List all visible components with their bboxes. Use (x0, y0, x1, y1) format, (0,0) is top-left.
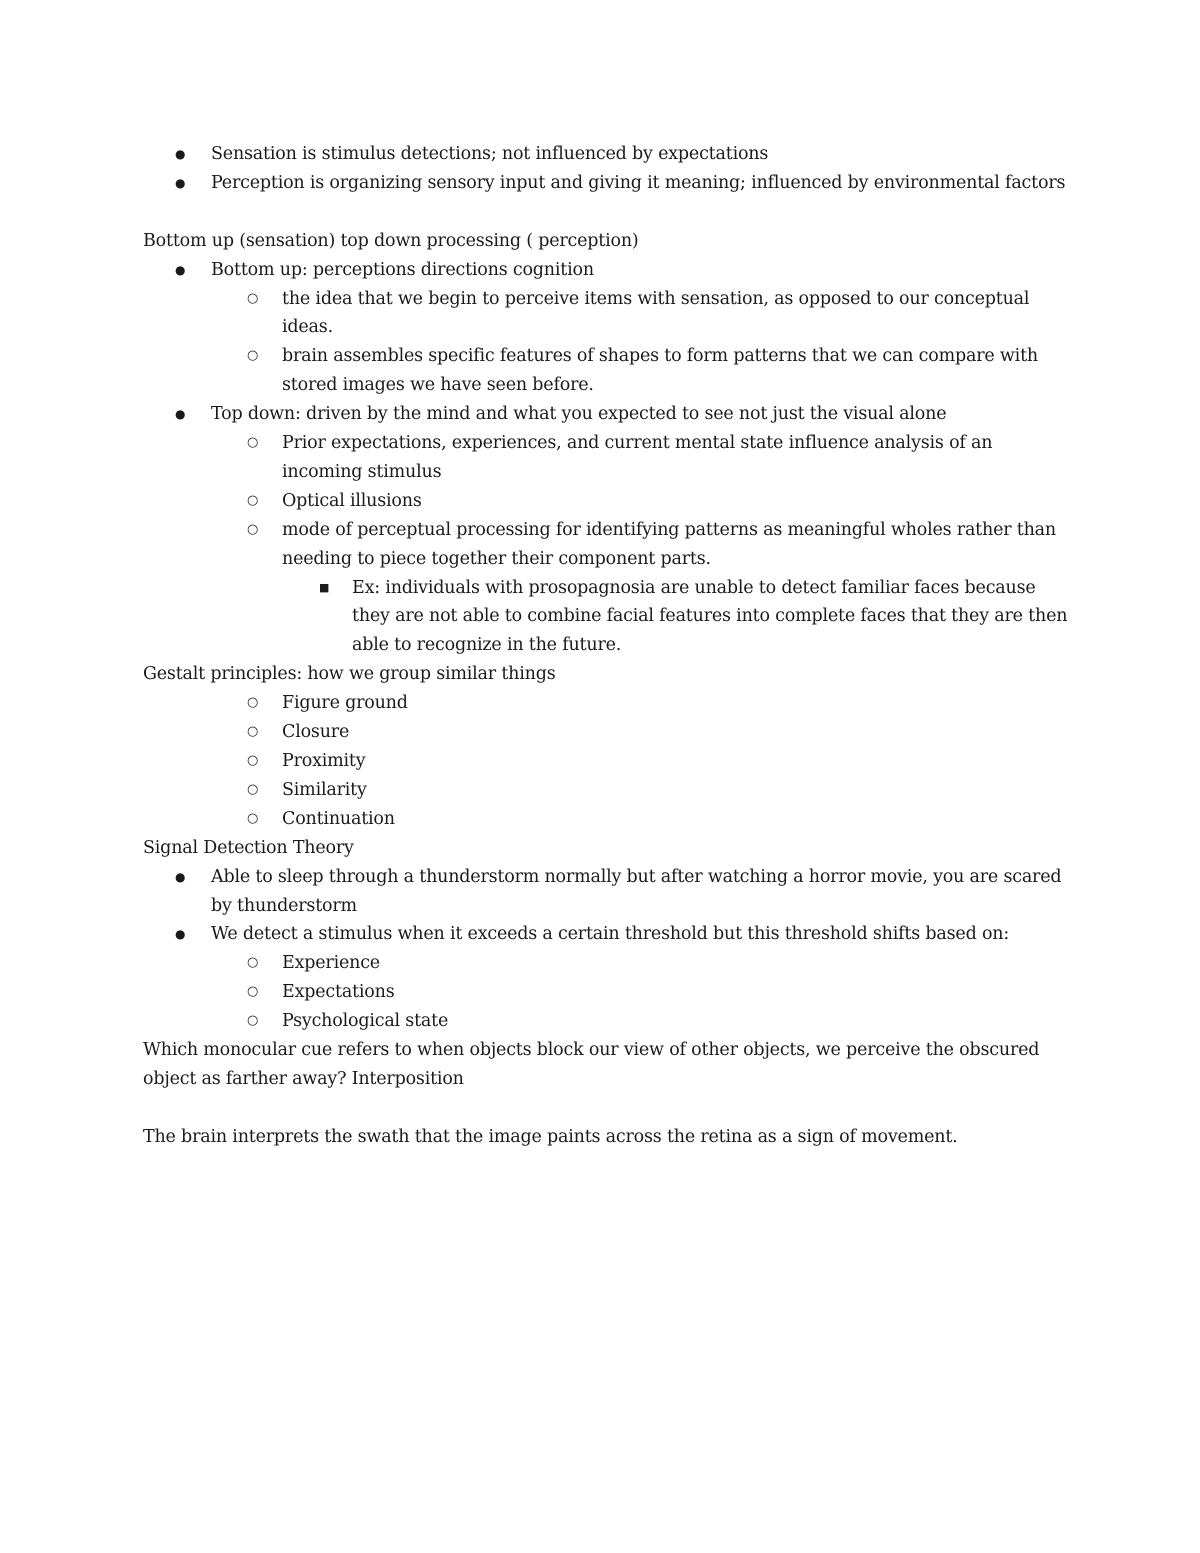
bullet-list (143, 256, 1073, 661)
bullet-list (143, 689, 1073, 834)
sub-bullet-item (143, 949, 1073, 978)
circle-bullet-icon: ○ (247, 781, 259, 797)
bullet-text: Closure (282, 722, 350, 743)
square-bullet-icon: ■ (319, 580, 330, 594)
bullet-text: Similarity (282, 779, 367, 800)
sub-bullet-item (143, 1007, 1073, 1036)
bullet-text: Continuation (282, 808, 395, 829)
bullet-text: Psychological state (282, 1011, 449, 1032)
blank-line (143, 198, 1073, 227)
bullet-item (143, 169, 1073, 198)
bullet-text: Optical illusions (282, 490, 422, 511)
document-page (143, 140, 1073, 1152)
bullet-list (143, 140, 1073, 198)
body-paragraph: The brain interprets the swath that the image paints across the retina as a sign of movement. (143, 1126, 958, 1147)
bullet-text: Expectations (282, 982, 395, 1003)
bullet-text: Bottom up: perceptions directions cognition (211, 259, 594, 280)
bullet-text: brain assembles specific features of shapes to form patterns that we can compare with stored images we have seen before. (282, 346, 1038, 396)
circle-bullet-icon: ○ (247, 753, 259, 769)
question-paragraph: Which monocular cue refers to when objects block our view of other objects, we perceive the obscured object as farther away? Interposition (143, 1040, 1040, 1089)
section-heading: Signal Detection Theory (143, 837, 354, 858)
sub-bullet-item (143, 689, 1073, 718)
section-heading: Gestalt principles: how we group similar things (143, 664, 556, 685)
sub-sub-bullet-item (143, 574, 1073, 661)
bullet-text: Ex: individuals with prosopagnosia are unable to detect familiar faces because they are not able to combine facial features into complete faces that they are then able to recognize in the future. (352, 577, 1068, 656)
bullet-text: Perception is organizing sensory input and giving it meaning; influenced by environmental factors (211, 172, 1066, 193)
sub-bullet-item (143, 776, 1073, 805)
section-heading: Bottom up (sensation) top down processing ( perception) (143, 230, 639, 251)
circle-bullet-icon: ○ (247, 290, 259, 306)
circle-bullet-icon: ○ (247, 724, 259, 740)
sub-bullet-item (143, 978, 1073, 1007)
circle-bullet-icon: ○ (247, 521, 259, 537)
circle-bullet-icon: ○ (247, 1013, 259, 1029)
bullet-icon: ● (175, 147, 186, 161)
bullet-text: the idea that we begin to perceive items with sensation, as opposed to our conceptual ideas. (282, 288, 1030, 338)
bullet-item (143, 140, 1073, 169)
bullet-text: Proximity (282, 751, 366, 772)
bullet-icon: ● (175, 869, 186, 884)
bullet-text: Figure ground (282, 693, 408, 714)
bullet-item (143, 400, 1073, 429)
sub-bullet-item (143, 342, 1073, 400)
bullet-text: mode of perceptual processing for identifying patterns as meaningful wholes rather than needing to piece together their component parts. (282, 519, 1056, 569)
bullet-text: Prior expectations, experiences, and current mental state influence analysis of an incoming stimulus (282, 433, 993, 482)
sub-bullet-item (143, 718, 1073, 747)
sub-bullet-item (143, 285, 1073, 343)
sub-bullet-item (143, 747, 1073, 776)
sub-bullet-item (143, 805, 1073, 834)
bullet-item (143, 920, 1073, 949)
bullet-text: Experience (282, 953, 380, 974)
circle-bullet-icon: ○ (247, 810, 259, 826)
bullet-list (143, 863, 1073, 1036)
circle-bullet-icon: ○ (247, 984, 259, 1000)
bullet-icon: ● (175, 407, 186, 422)
bullet-text: We detect a stimulus when it exceeds a certain threshold but this threshold shifts based on: (211, 924, 1010, 945)
sub-bullet-item (143, 487, 1073, 516)
circle-bullet-icon: ○ (247, 435, 259, 451)
sub-bullet-item (143, 429, 1073, 487)
blank-line (143, 1094, 1073, 1123)
bullet-item (143, 863, 1073, 921)
bullet-icon: ● (175, 927, 186, 942)
sub-bullet-item (143, 516, 1073, 574)
bullet-text: Sensation is stimulus detections; not influenced by expectations (211, 144, 769, 164)
circle-bullet-icon: ○ (247, 492, 259, 508)
bullet-text: Able to sleep through a thunderstorm normally but after watching a horror movie, you are scared by thunderstorm (211, 866, 1062, 916)
bullet-icon: ● (175, 262, 186, 277)
bullet-text: Top down: driven by the mind and what you expected to see not just the visual alone (211, 404, 947, 425)
bullet-item (143, 256, 1073, 285)
circle-bullet-icon: ○ (247, 695, 259, 711)
circle-bullet-icon: ○ (247, 348, 259, 364)
bullet-icon: ● (175, 175, 186, 190)
circle-bullet-icon: ○ (247, 955, 259, 971)
